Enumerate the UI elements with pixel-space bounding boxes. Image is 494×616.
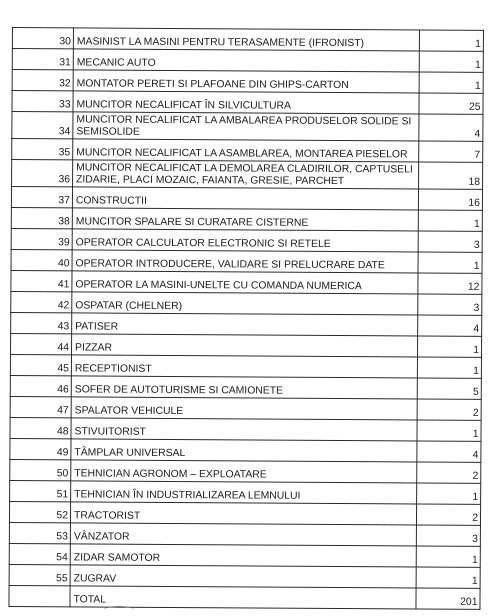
row-number: 48 <box>10 417 71 438</box>
vacancy-count: 3 <box>418 294 482 315</box>
occupation-name: OPERATOR LA MASINI-UNELTE CU COMANDA NUMERICA <box>72 271 418 294</box>
occupation-name: TÂMPLAR UNIVERSAL <box>71 439 417 462</box>
vacancy-count: 1 <box>419 72 483 93</box>
vacancy-count: 1 <box>418 252 482 273</box>
vacancy-count: 2 <box>417 399 481 420</box>
table-row <box>9 522 480 546</box>
occupation-name: OPERATOR CALCULATOR ELECTRONIC SI RETELE <box>72 229 418 252</box>
row-number: 44 <box>10 333 71 354</box>
occupation-name: MUNCITOR NECALIFICAT LA AMBALAREA PRODUSELOR SOLIDE SI SEMISOLIDE <box>73 112 419 141</box>
table-row <box>10 396 481 420</box>
occupation-name: TEHNICIAN AGRONOM – EXPLOATARE <box>71 460 417 483</box>
vacancy-count: 2 <box>416 504 480 525</box>
table-row <box>10 417 481 441</box>
total-value: 201 <box>416 588 480 609</box>
table-row <box>12 91 483 115</box>
row-number: 46 <box>10 375 71 396</box>
vacancy-count: 1 <box>419 51 483 72</box>
row-number: 33 <box>12 91 73 112</box>
vacancy-count: 3 <box>418 231 482 252</box>
table-row <box>11 270 482 294</box>
occupation-name: TRACTORIST <box>70 502 416 525</box>
row-number: 31 <box>12 49 73 70</box>
row-number: 40 <box>11 249 72 270</box>
vacancy-count: 1 <box>417 357 481 378</box>
row-number: 54 <box>9 543 70 564</box>
row-number: 51 <box>10 480 71 501</box>
row-number: 41 <box>11 270 72 291</box>
vacancy-count: 4 <box>418 315 482 336</box>
table-row <box>11 207 482 231</box>
total-number-cell <box>9 585 70 606</box>
occupation-name: MUNCITOR SPALARE SI CURATARE CISTERNE <box>72 208 418 231</box>
table-row <box>10 333 481 357</box>
vacancy-count: 1 <box>417 420 481 441</box>
vacancy-count: 5 <box>417 378 481 399</box>
table-row <box>11 228 482 252</box>
table-row <box>12 139 483 163</box>
occupation-name: MUNCITOR NECALIFICAT ÎN SILVICULTURA <box>73 91 419 114</box>
occupation-name: PIZZAR <box>71 334 417 357</box>
table-row <box>12 160 483 190</box>
row-number: 43 <box>11 312 72 333</box>
occupation-name: MONTATOR PERETI SI PLAFOANE DIN GHIPS-CARTON <box>73 70 419 93</box>
occupation-name: TEHNICIAN ÎN INDUSTRIALIZAREA LEMNULUI <box>71 481 417 504</box>
occupation-name: MUNCITOR NECALIFICAT LA ASAMBLAREA, MONTAREA PIESELOR <box>73 139 419 162</box>
occupation-name: CONSTRUCTII <box>72 187 418 210</box>
row-number: 47 <box>10 396 71 417</box>
row-number: 49 <box>10 438 71 459</box>
vacancy-count: 4 <box>417 441 481 462</box>
occupation-name: ZIDAR SAMOTOR <box>70 544 416 567</box>
table-row <box>9 564 480 588</box>
table-row <box>10 480 481 504</box>
vacancy-count: 1 <box>417 336 481 357</box>
row-number: 36 <box>12 160 73 187</box>
table-row <box>10 438 481 462</box>
row-number: 32 <box>12 70 73 91</box>
occupation-name: STIVUITORIST <box>71 418 417 441</box>
table-row <box>9 501 480 525</box>
table-row <box>12 70 483 94</box>
occupation-name: MECANIC AUTO <box>73 49 419 72</box>
row-number: 55 <box>9 564 70 585</box>
vacancy-count: 1 <box>419 30 483 51</box>
vacancy-count: 12 <box>418 273 482 294</box>
table-row <box>11 312 482 336</box>
occupation-name: OSPATAR (CHELNER) <box>72 292 418 315</box>
vacancy-count: 1 <box>417 483 481 504</box>
vacancy-count: 2 <box>417 462 481 483</box>
row-number: 35 <box>12 139 73 160</box>
vacancy-count: 25 <box>419 93 483 114</box>
vacancy-count: 1 <box>416 567 480 588</box>
row-number: 38 <box>11 207 72 228</box>
table-row <box>9 543 480 567</box>
occupation-name: ZUGRAV <box>70 565 416 588</box>
row-number: 52 <box>9 501 70 522</box>
vacancy-count: 18 <box>419 162 483 189</box>
occupation-name: OPERATOR INTRODUCERE, VALIDARE SI PRELUCRARE DATE <box>72 250 418 273</box>
row-number: 45 <box>10 354 71 375</box>
vacancy-count: 1 <box>416 546 480 567</box>
occupation-name: VÂNZATOR <box>70 523 416 546</box>
row-number: 30 <box>12 28 73 49</box>
occupation-name: MUNCITOR NECALIFICAT LA DEMOLAREA CLADIRILOR, CAPTUSELI ZIDARIE, PLACI MOZAIC, FAIANTA, GRESIE, PARCHET <box>73 160 419 189</box>
table-row <box>10 354 481 378</box>
table-row <box>10 375 481 399</box>
table-row <box>10 459 481 483</box>
row-number: 39 <box>11 228 72 249</box>
vacancy-count: 16 <box>418 189 482 210</box>
table-row <box>11 249 482 273</box>
table-row <box>12 49 483 73</box>
total-label: TOTAL <box>70 586 416 609</box>
occupation-name: MASINIST LA MASINI PENTRU TERASAMENTE (IFRONIST) <box>73 28 419 51</box>
table-row <box>12 28 483 52</box>
job-vacancies-table <box>8 27 484 610</box>
row-number: 50 <box>10 459 71 480</box>
total-row <box>9 585 480 609</box>
vacancy-count: 4 <box>419 114 483 141</box>
table-row <box>12 112 483 142</box>
row-number: 37 <box>11 187 72 208</box>
row-number: 42 <box>11 291 72 312</box>
vacancy-count: 7 <box>419 141 483 162</box>
vacancy-count: 3 <box>416 525 480 546</box>
table-row <box>11 291 482 315</box>
table-row <box>11 187 482 211</box>
signature-mark <box>104 606 134 613</box>
vacancy-count: 1 <box>418 210 482 231</box>
row-number: 34 <box>12 112 73 139</box>
occupation-name: PATISER <box>72 313 418 336</box>
table-body <box>9 28 484 610</box>
row-number: 53 <box>9 522 70 543</box>
occupation-name: RECEPTIONIST <box>71 355 417 378</box>
occupation-name: SPALATOR VEHICULE <box>71 397 417 420</box>
occupation-name: SOFER DE AUTOTURISME SI CAMIONETE <box>71 376 417 399</box>
